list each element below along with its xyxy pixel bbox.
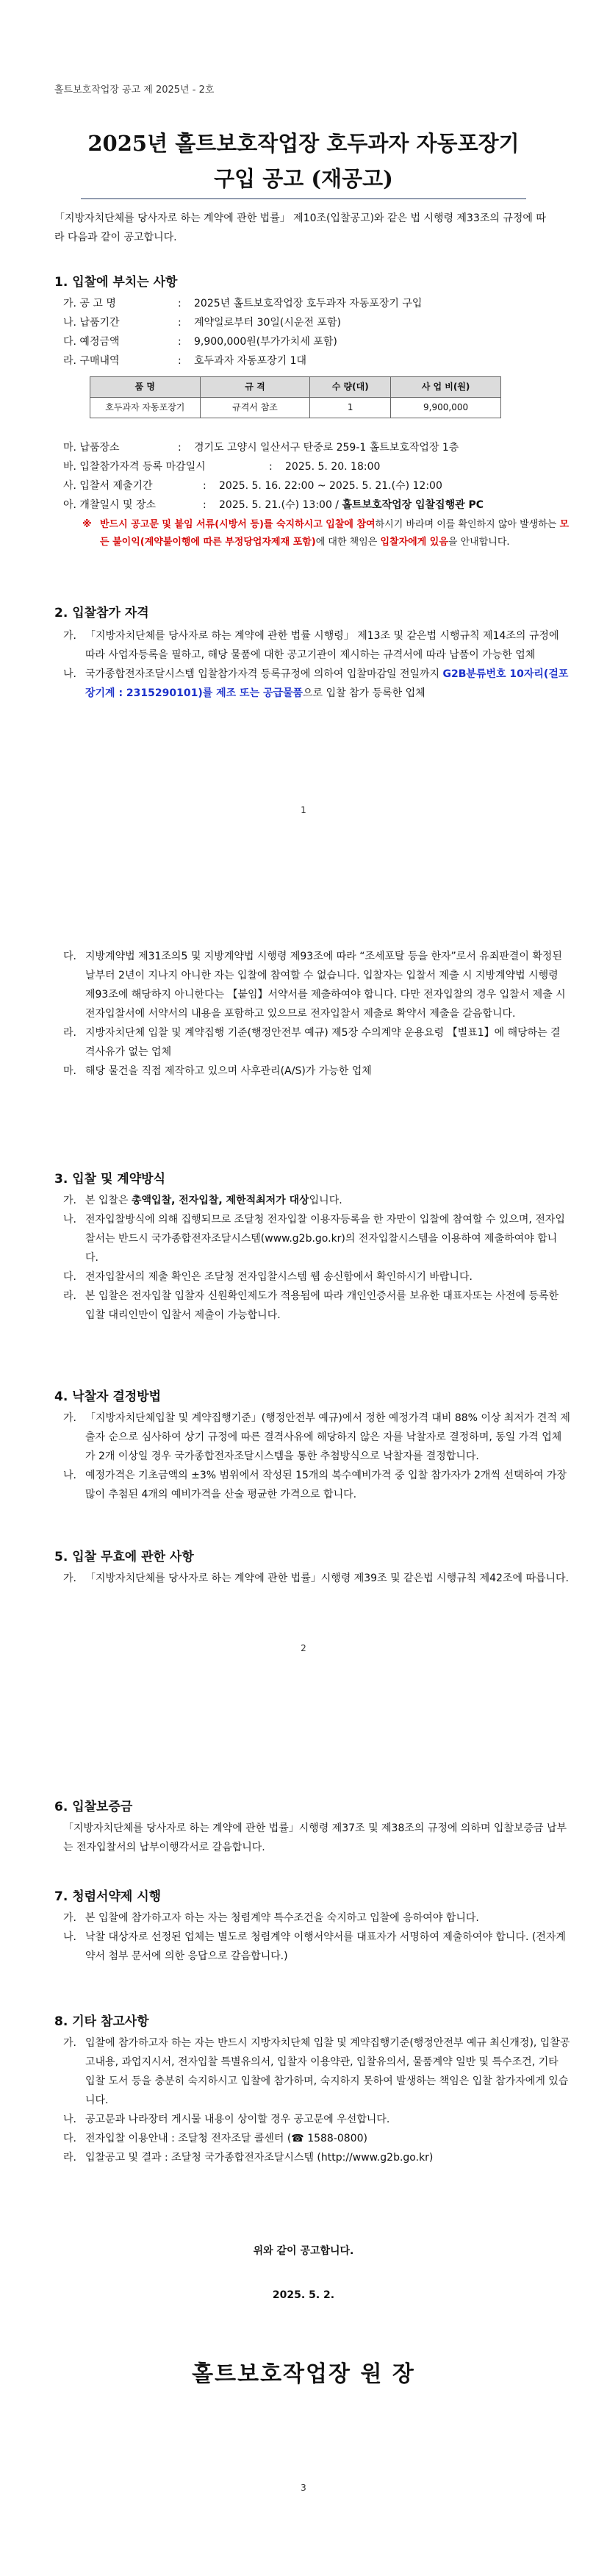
table-row [90, 398, 501, 418]
item-delivery-period: 나. 납품기간 : 계약일로부터 30일(시운전 포함) [63, 317, 341, 329]
issuer-name: 홀트보호작업장 원 장 [192, 2361, 415, 2387]
item-notice-name: 가. 공 고 명 : 2025년 홀트보호작업장 호두과자 자동포장기 구입 [63, 298, 423, 310]
title-underline [81, 198, 526, 199]
table-header-cell: 수 량(대) [310, 377, 391, 398]
page-number-2: 2 [301, 1643, 306, 1653]
integrity-ga: 가. 본 입찰에 참가하고자 하는 자는 청렴계약 특수조건을 숙지하고 입찰에 응하여야 합니다. [63, 1912, 479, 1924]
section-4-heading: 4. 낙찰자 결정방법 [54, 1389, 162, 1404]
notice-number: 홀트보호작업장 공고 제 2025년 - 2호 [54, 85, 215, 96]
section-3-items [63, 1191, 570, 1325]
method-da: 다. 전자입찰서의 제출 확인은 조달청 전자입찰시스템 웹 송신함에서 확인하시기 바랍니다. [63, 1271, 473, 1283]
table-cell: 9,900,000 [391, 398, 501, 418]
qualification-na: 나. 국가종합전자조달시스템 입찰참가자격 등록규정에 의하여 입찰마감일 전일까지 G2B분류번호 10자리(걸포장기계 : 2315290101)를 제조 또는 공급물품으로 입찰 참가 등록한 업체 [63, 668, 569, 699]
award-na: 나. 예정가격은 기초금액의 ±3% 범위에서 작성된 15개의 복수예비가격 중 입찰 참가자가 2개씩 선택하여 가장 많이 추첨된 4개의 예비가격을 산술 평균한 가격으로 합니다. [63, 1470, 567, 1500]
section-5-heading: 5. 입찰 무효에 관한 사항 [54, 1550, 194, 1564]
method-ra: 라. 본 입찰은 전자입찰 입찰자 신원확인제도가 적용됨에 따라 개인인증서를 보유한 대표자또는 사전에 등록한 입찰 대리인만이 입찰서 제출이 가능합니다. [63, 1290, 559, 1321]
intro-paragraph: 「지방자치단체를 당사자로 하는 계약에 관한 법률」 제10조(입찰공고)와 같은 법 시행령 제33조의 규정에 따라 다음과 같이 공고합니다. [54, 212, 546, 243]
section-8-heading: 8. 기타 참고사항 [54, 2014, 149, 2029]
section-6-heading: 6. 입찰보증금 [54, 1800, 133, 1814]
misc-ra: 라. 입찰공고 및 결과 : 조달청 국가종합전자조달시스템 (http://www.g2b.go.kr) [63, 2152, 434, 2164]
award-ga: 가. 「지방자치단체입찰 및 계약집행기준」(행정안전부 예규)에서 정한 예정가격 대비 88% 이상 최저가 견적 제출자 순으로 심사하여 상기 규정에 따른 결격사유에 해당하지 않은 자를 낙찰자로 결정하며, 동일 가격 업체가 2개 이상일 경우 국가종합전자조달시스템을 통한 추첨방식으로 낙찰자를 결정합니다. [63, 1412, 570, 1462]
table-header-cell: 품 명 [90, 377, 201, 398]
misc-ga: 가. 입찰에 참가하고자 하는 자는 반드시 지방자치단체 입찰 및 계약집행기준(행정안전부 예규 최신개정), 입찰공고내용, 과업지시서, 전자입찰 특별유의서, 입찰자 이용약관, 입찰유의서, 물품계약 일반 및 특수조건, 기타 입찰 도서 등을 충분히 숙지하시고 입찰에 참가하며, 숙지하지 못하여 발생하는 책임은 입찰 참가자에게 있습니다. [63, 2037, 570, 2106]
section-7-heading: 7. 청렴서약제 시행 [54, 1889, 162, 1904]
section-1-items [63, 294, 570, 371]
section-2-heading: 2. 입찰참가 자격 [54, 606, 149, 620]
table-header-cell: 사 업 비(원) [391, 377, 501, 398]
section-1-items-2 [63, 438, 570, 551]
g2b-classification-number: G2B분류번호 10자리(걸포장기계 : 2315290101)를 제조 또는 공급물품 [85, 668, 569, 699]
section-4-items [63, 1409, 570, 1504]
opening-place: 홀트보호작업장 입찰집행관 PC [342, 499, 484, 511]
document-title-line1: 2025년 홀트보호작업장 호두과자 자동포장기 [87, 131, 520, 156]
item-delivery-place: 마. 납품장소 : 경기도 고양시 일산서구 탄중로 259-1 홀트보호작업장 1층 [63, 442, 459, 454]
item-opening-info: 아. 개찰일시 및 장소 : 2025. 5. 21.(수) 13:00 / 홀트보호작업장 입찰집행관 PC [63, 499, 484, 511]
section-1-heading: 1. 입찰에 부치는 사항 [54, 275, 178, 290]
item-table [90, 376, 501, 418]
item-table-wrapper [90, 376, 501, 418]
integrity-na: 나. 낙찰 대상자로 선정된 업체는 별도로 청렴계약 이행서약서를 대표자가 서명하여 제출하여야 합니다. (전자계약서 첨부 문서에 의한 응답으로 갈음합니다.) [63, 1931, 566, 1962]
section-5-items [63, 1569, 570, 1588]
section-3-heading: 3. 입찰 및 계약방식 [54, 1172, 165, 1187]
table-cell: 호두과자 자동포장기 [90, 398, 201, 418]
section-2-items [63, 626, 570, 703]
item-purchase-detail: 라. 구매내역 : 호두과자 자동포장기 1대 [63, 355, 307, 367]
table-header-cell: 규 격 [200, 377, 310, 398]
table-header-row [90, 377, 501, 398]
method-na: 나. 전자입찰방식에 의해 집행되므로 조달청 전자입찰 이용자등록을 한 자만이 입찰에 참여할 수 있으며, 전자입찰서는 반드시 국가종합전자조달시스템(www.g2b.go.kr)의 전자입찰시스템을 이용하여 제출하여야 합니다. [63, 1214, 565, 1264]
note-symbol: ※ [82, 519, 92, 530]
document-title-line2: 구입 공고 (재공고) [214, 166, 393, 191]
bid-bond-text: 「지방자치단체를 당사자로 하는 계약에 관한 법률」시행령 제37조 및 제38조의 규정에 의하며 입찰보증금 납부는 전자입찰서의 납부이행각서로 갈음합니다. [63, 1822, 567, 1853]
item-registration-deadline: 바. 입찰참가자격 등록 마감일시 : 2025. 5. 20. 18:00 [63, 461, 381, 473]
page-number-1: 1 [301, 805, 306, 815]
qualification-ra: 라. 지방자치단체 입찰 및 계약집행 기준(행정안전부 예규) 제5장 수의계약 운용요령 【별표1】에 해당하는 결격사유가 없는 업체 [63, 1027, 561, 1058]
caution-note: ※ 반드시 공고문 및 붙임 서류(시방서 등)를 숙지하시고 입찰에 참여하시기 바라며 이를 확인하지 않아 발생하는 모든 불이익(계약불이행에 따른 부정당업자제재 포함)에 대한 책임은 입찰자에게 있음을 안내합니다. [63, 516, 570, 551]
section-2-items-cont [63, 947, 570, 1081]
qualification-da: 다. 지방계약법 제31조의5 및 지방계약법 시행령 제93조에 따라 “조세포탈 등을 한자”로서 유죄판결이 확정된 날부터 2년이 지나지 아니한 자는 입찰에 참여할 수 없습니다. 입찰자는 입찰서 제출 시 지방계약법 시행령 제93조에 해당하지 아니한다는 【붙임】서약서를 제출하여야 합니다. 다만 전자입찰의 경우 입찰서 제출 시 전자입찰서에 서약서의 내용을 포함하고 있으므로 전자입찰서 제출로 확약서 제출을 갈음합니다. [63, 951, 566, 1020]
closing-statement: 위와 같이 공고합니다. [253, 2245, 354, 2257]
item-estimated-price: 다. 예정금액 : 9,900,000원(부가가치세 포함) [63, 336, 337, 348]
qualification-ma: 마. 해당 물건을 직접 제작하고 있으며 사후관리(A/S)가 가능한 업체 [63, 1065, 372, 1077]
section-6-text [63, 1819, 570, 1857]
page-number-3: 3 [301, 2483, 306, 2493]
invalid-ga: 가. 「지방자치단체를 당사자로 하는 계약에 관한 법률」시행령 제39조 및 같은법 시행규칙 제42조에 따릅니다. [63, 1573, 569, 1584]
qualification-ga: 가. 「지방자치단체를 당사자로 하는 계약에 관한 법률 시행령」 제13조 및 같은법 시행규칙 제14조의 규정에 따라 사업자등록을 필하고, 해당 물품에 대한 공고기관이 제시하는 규격서에 따라 납품이 가능한 업체 [63, 630, 559, 661]
table-cell: 규격서 참조 [200, 398, 310, 418]
misc-na: 나. 공고문과 나라장터 게시물 내용이 상이할 경우 공고문에 우선합니다. [63, 2114, 390, 2125]
table-cell: 1 [310, 398, 391, 418]
misc-da: 다. 전자입찰 이용안내 : 조달청 전자조달 콜센터 (☎ 1588-0800) [63, 2133, 367, 2144]
item-bid-submission-period: 사. 입찰서 제출기간 : 2025. 5. 16. 22:00 ~ 2025. 5. 21.(수) 12:00 [63, 480, 442, 492]
method-ga: 가. 본 입찰은 총액입찰, 전자입찰, 제한적최저가 대상입니다. [63, 1195, 342, 1206]
section-7-items [63, 1908, 570, 1966]
notice-date: 2025. 5. 2. [272, 2289, 335, 2301]
section-8-items [63, 2033, 570, 2167]
